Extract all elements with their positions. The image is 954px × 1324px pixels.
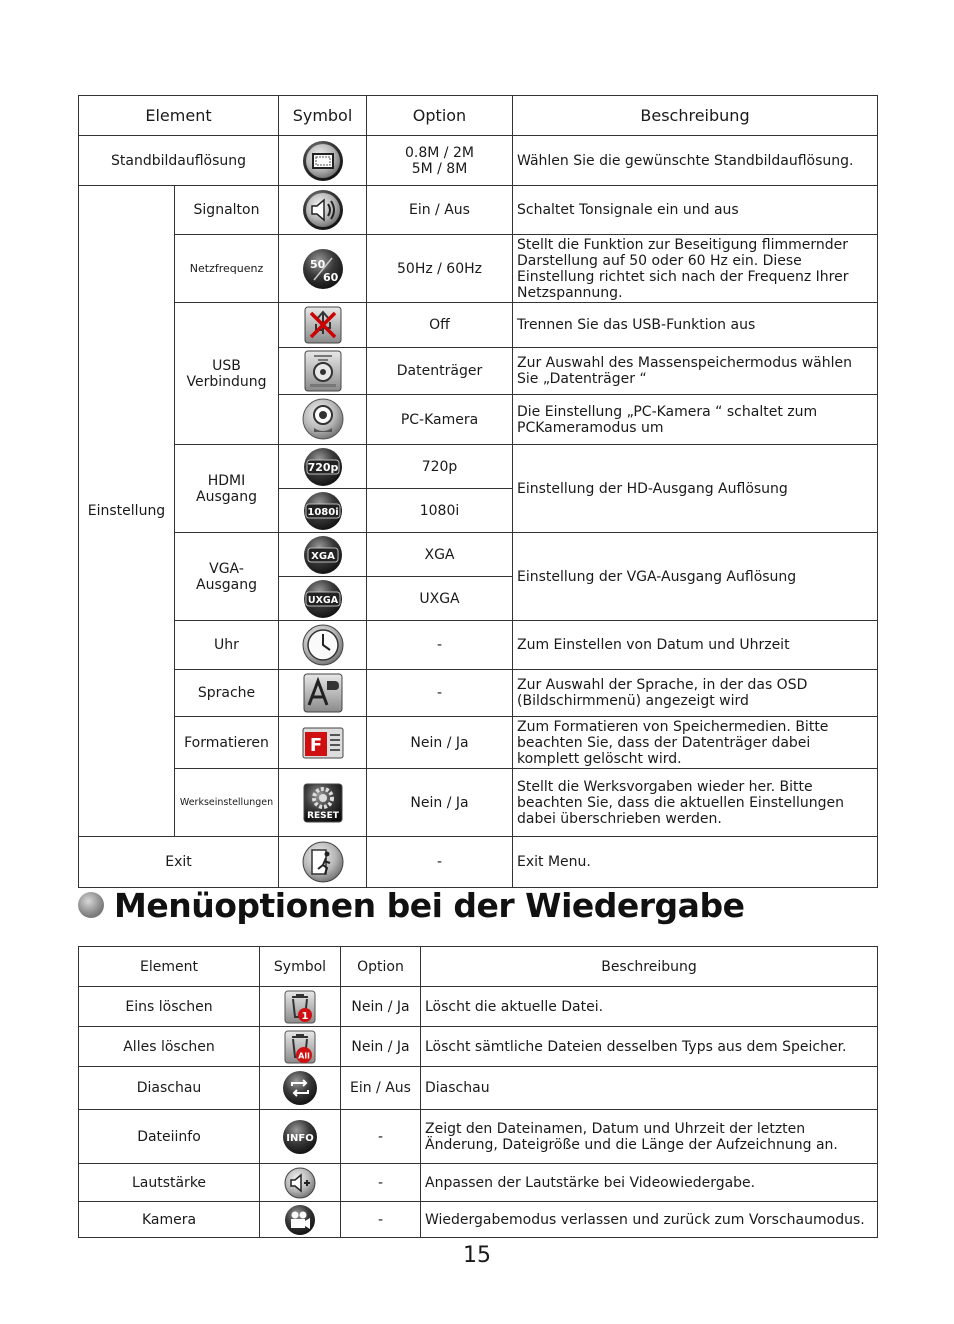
description-cell: Zeigt den Dateinamen, Datum und Uhrzeit der letzten Änderung, Dateigröße und die Länge der Aufzeichnung an.: [421, 1110, 878, 1164]
icon-label: F: [309, 734, 322, 756]
option-cell: Nein / Ja: [341, 1027, 421, 1067]
symbol-cell: [279, 235, 367, 303]
option-cell: Ein / Aus: [341, 1067, 421, 1110]
option-cell: -: [341, 1164, 421, 1202]
element-cell: Standbildauflösung: [79, 136, 279, 186]
table-row: [79, 186, 878, 235]
symbol-cell: [279, 136, 367, 186]
symbol-cell: [260, 1027, 341, 1067]
option-cell: PC-Kamera: [367, 395, 513, 445]
description-cell: Wählen Sie die gewünschte Standbildauflösung.: [513, 136, 878, 186]
group-label-einstellung: Einstellung: [79, 186, 175, 837]
option-cell: Datenträger: [367, 348, 513, 395]
option-cell: XGA: [367, 533, 513, 577]
table-row: [79, 769, 878, 837]
slideshow-repeat-icon: [282, 1070, 318, 1106]
header-element: Element: [79, 96, 279, 136]
option-cell: -: [367, 670, 513, 717]
symbol-cell: [279, 186, 367, 235]
option-cell: UXGA: [367, 577, 513, 621]
symbol-cell: [279, 837, 367, 888]
description-cell: Wiedergabemodus verlassen und zurück zum Vorschaumodus.: [421, 1202, 878, 1238]
svg-text:60: 60: [322, 270, 338, 284]
description-cell: Anpassen der Lautstärke bei Videowiedergabe.: [421, 1164, 878, 1202]
option-cell: Ein / Aus: [367, 186, 513, 235]
table-row: [79, 303, 878, 348]
element-line: USB: [212, 357, 241, 374]
symbol-cell: [260, 1110, 341, 1164]
header-symbol: Symbol: [260, 947, 341, 987]
info-icon: [282, 1119, 318, 1155]
icon-label: INFO: [286, 1132, 314, 1144]
icon-label: 1: [301, 1010, 309, 1022]
usb-off-icon: [304, 306, 342, 344]
settings-table: [78, 95, 878, 888]
symbol-cell: [279, 395, 367, 445]
option-cell: -: [341, 1110, 421, 1164]
description-cell: Einstellung der HD-Ausgang Auflösung: [513, 445, 878, 533]
symbol-cell: [279, 670, 367, 717]
option-cell: 1080i: [367, 489, 513, 533]
option-cell: Off: [367, 303, 513, 348]
element-line: Ausgang: [196, 576, 257, 593]
table-row: [79, 235, 878, 303]
format-icon: [302, 727, 344, 759]
table-row: [79, 717, 878, 769]
element-cell: Formatieren: [175, 717, 279, 769]
table-row: [79, 1110, 878, 1164]
description-cell: Stellt die Werksvorgaben wieder her. Bitte beachten Sie, dass die aktuellen Einstellungen dabei überschrieben werden.: [513, 769, 878, 837]
table-row: [79, 987, 878, 1027]
element-cell: Uhr: [175, 621, 279, 670]
delete-all-icon: [284, 1030, 316, 1064]
header-element: Element: [79, 947, 260, 987]
table-row: [79, 445, 878, 489]
icon-label: XGA: [310, 550, 335, 562]
header-option: Option: [341, 947, 421, 987]
element-cell: Diaschau: [79, 1067, 260, 1110]
option-cell: 50Hz / 60Hz: [367, 235, 513, 303]
element-cell: [175, 533, 279, 621]
description-cell: Die Einstellung „PC-Kamera “ schaltet zum PCKameramodus um: [513, 395, 878, 445]
description-cell: Trennen Sie das USB-Funktion aus: [513, 303, 878, 348]
table-row: [79, 837, 878, 888]
section-title: Menüoptionen bei der Wiedergabe: [114, 885, 745, 925]
symbol-cell: [279, 348, 367, 395]
section-heading: [78, 882, 744, 928]
element-cell: Eins löschen: [79, 987, 260, 1027]
symbol-cell: [279, 445, 367, 489]
icon-label: All: [298, 1051, 310, 1060]
element-line: HDMI: [207, 472, 246, 489]
icon-label: 720p: [307, 460, 338, 474]
frequency-50-60-icon: [302, 248, 344, 290]
description-cell: Diaschau: [421, 1067, 878, 1110]
element-line: Ausgang: [196, 488, 257, 505]
table-row: [79, 1164, 878, 1202]
heading-bullet-icon: [78, 892, 104, 918]
option-cell: -: [367, 837, 513, 888]
description-cell: Löscht sämtliche Dateien desselben Typs aus dem Speicher.: [421, 1027, 878, 1067]
hdmi-720p-icon: [303, 447, 343, 487]
icon-label: RESET: [306, 810, 339, 821]
symbol-cell: [279, 533, 367, 577]
description-cell: Löscht die aktuelle Datei.: [421, 987, 878, 1027]
speaker-icon: [302, 189, 344, 231]
table-row: [79, 1067, 878, 1110]
symbol-cell: [279, 303, 367, 348]
table-row: [79, 621, 878, 670]
symbol-cell: [279, 769, 367, 837]
table-row: [79, 1202, 878, 1238]
table-row: [79, 533, 878, 577]
description-cell: Stellt die Funktion zur Beseitigung flimmernder Darstellung auf 50 oder 60 Hz ein. Diese Einstellung richtet sich nach der Frequenz Ihrer Netzspannung.: [513, 235, 878, 303]
vga-uxga-icon: [303, 579, 343, 619]
symbol-cell: [260, 1164, 341, 1202]
symbol-cell: [260, 1067, 341, 1110]
icon-label: 1080i: [306, 506, 339, 518]
description-cell: Zur Auswahl der Sprache, in der das OSD (Bildschirmmenü) angezeigt wird: [513, 670, 878, 717]
element-cell: Alles löschen: [79, 1027, 260, 1067]
svg-text:50: 50: [309, 257, 325, 271]
element-cell: Exit: [79, 837, 279, 888]
option-line: 0.8M / 2M: [405, 144, 474, 161]
option-line: 5M / 8M: [411, 160, 468, 177]
hdmi-1080i-icon: [303, 491, 343, 531]
description-cell: Zur Auswahl des Massenspeichermodus wählen Sie „Datenträger “: [513, 348, 878, 395]
option-cell: -: [367, 621, 513, 670]
option-cell: -: [341, 1202, 421, 1238]
option-cell: [367, 136, 513, 186]
element-cell: Sprache: [175, 670, 279, 717]
element-cell: [175, 303, 279, 445]
mass-storage-icon: [304, 350, 342, 392]
symbol-cell: [260, 1202, 341, 1238]
pc-camera-icon: [302, 398, 344, 442]
header-option: Option: [367, 96, 513, 136]
icon-label: UXGA: [307, 594, 338, 606]
description-cell: Exit Menu.: [513, 837, 878, 888]
option-cell: Nein / Ja: [367, 769, 513, 837]
symbol-cell: [279, 621, 367, 670]
volume-icon: [284, 1167, 316, 1199]
element-cell: Kamera: [79, 1202, 260, 1238]
still-resolution-icon: [302, 140, 344, 182]
element-cell: Dateiinfo: [79, 1110, 260, 1164]
description-cell: Zum Formatieren von Speichermedien. Bitte beachten Sie, dass der Datenträger dabei komplett gelöscht wird.: [513, 717, 878, 769]
option-cell: 720p: [367, 445, 513, 489]
description-cell: Schaltet Tonsignale ein und aus: [513, 186, 878, 235]
header-description: Beschreibung: [421, 947, 878, 987]
element-cell: Werkseinstellungen: [175, 769, 279, 837]
table-row: [79, 136, 878, 186]
exit-icon: [302, 841, 344, 883]
video-camera-icon: [284, 1204, 316, 1236]
element-cell: Netzfrequenz: [175, 235, 279, 303]
table-row: [79, 1027, 878, 1067]
delete-one-icon: [284, 990, 316, 1024]
table-row: [79, 670, 878, 717]
reset-gear-icon: [303, 783, 343, 823]
element-line: VGA-: [209, 560, 244, 577]
page-number: 15: [463, 1243, 491, 1268]
element-cell: Lautstärke: [79, 1164, 260, 1202]
option-cell: Nein / Ja: [367, 717, 513, 769]
header-description: Beschreibung: [513, 96, 878, 136]
language-icon: [303, 673, 343, 713]
vga-xga-icon: [303, 535, 343, 575]
description-cell: Einstellung der VGA-Ausgang Auflösung: [513, 533, 878, 621]
symbol-cell: [260, 987, 341, 1027]
element-cell: [175, 445, 279, 533]
symbol-cell: [279, 577, 367, 621]
description-cell: Zum Einstellen von Datum und Uhrzeit: [513, 621, 878, 670]
playback-table: [78, 946, 878, 1238]
clock-icon: [302, 624, 344, 666]
element-cell: Signalton: [175, 186, 279, 235]
symbol-cell: [279, 717, 367, 769]
header-symbol: Symbol: [279, 96, 367, 136]
element-line: Verbindung: [186, 373, 267, 390]
symbol-cell: [279, 489, 367, 533]
option-cell: Nein / Ja: [341, 987, 421, 1027]
